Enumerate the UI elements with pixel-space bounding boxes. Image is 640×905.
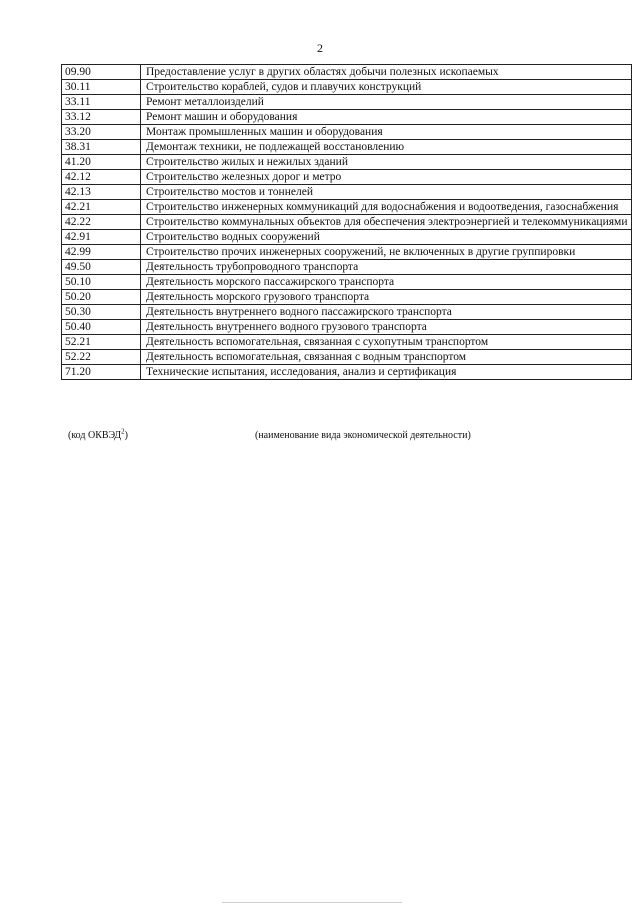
table-row xyxy=(62,275,632,290)
okved-footnote-mark: 2 xyxy=(121,427,125,436)
okved-code-caption-text: (код ОКВЭД xyxy=(68,430,122,441)
okved-code-cell: 41.20 xyxy=(62,155,141,170)
table-row xyxy=(62,200,632,215)
activity-name-cell: Строительство коммунальных объектов для обеспечения электроэнергией и телекоммуникациями xyxy=(141,215,632,230)
activity-name-cell: Монтаж промышленных машин и оборудования xyxy=(141,125,632,140)
activity-name-cell: Деятельность трубопроводного транспорта xyxy=(141,260,632,275)
okved-code-cell: 33.20 xyxy=(62,125,141,140)
page-number: 2 xyxy=(317,41,323,55)
table-row xyxy=(62,155,632,170)
okved-table xyxy=(61,64,632,380)
table-row xyxy=(62,365,632,380)
table-row xyxy=(62,320,632,335)
table-row xyxy=(62,110,632,125)
activity-name-cell: Деятельность вспомогательная, связанная с сухопутным транспортом xyxy=(141,335,632,350)
activity-name-cell: Строительство водных сооружений xyxy=(141,230,632,245)
okved-code-cell: 30.11 xyxy=(62,80,141,95)
activity-name-cell: Ремонт металлоизделий xyxy=(141,95,632,110)
activity-name-caption: (наименование вида экономической деятельности) xyxy=(255,430,471,441)
okved-code-cell: 71.20 xyxy=(62,365,141,380)
okved-code-cell: 42.99 xyxy=(62,245,141,260)
activity-name-cell: Деятельность вспомогательная, связанная с водным транспортом xyxy=(141,350,632,365)
activity-name-cell: Деятельность внутреннего водного грузового транспорта xyxy=(141,320,632,335)
activity-name-cell: Строительство прочих инженерных сооружений, не включенных в другие группировки xyxy=(141,245,632,260)
activity-name-cell: Демонтаж техники, не подлежащей восстановлению xyxy=(141,140,632,155)
activity-name-cell: Ремонт машин и оборудования xyxy=(141,110,632,125)
scan-edge-mark xyxy=(222,902,402,903)
activity-name-cell: Деятельность морского пассажирского транспорта xyxy=(141,275,632,290)
okved-code-cell: 52.21 xyxy=(62,335,141,350)
table-row xyxy=(62,95,632,110)
okved-code-cell: 09.90 xyxy=(62,65,141,80)
table-row xyxy=(62,230,632,245)
table-row xyxy=(62,80,632,95)
table-row xyxy=(62,140,632,155)
okved-code-cell: 52.22 xyxy=(62,350,141,365)
okved-code-cell: 42.91 xyxy=(62,230,141,245)
activity-name-cell: Строительство кораблей, судов и плавучих конструкций xyxy=(141,80,632,95)
okved-code-cell: 50.30 xyxy=(62,305,141,320)
okved-code-cell: 50.20 xyxy=(62,290,141,305)
activity-name-cell: Строительство железных дорог и метро xyxy=(141,170,632,185)
table-row xyxy=(62,335,632,350)
table-row xyxy=(62,260,632,275)
table-row xyxy=(62,215,632,230)
activity-name-cell: Строительство жилых и нежилых зданий xyxy=(141,155,632,170)
table-row xyxy=(62,170,632,185)
okved-code-cell: 50.10 xyxy=(62,275,141,290)
activity-name-cell: Предоставление услуг в других областях добычи полезных ископаемых xyxy=(141,65,632,80)
okved-code-caption xyxy=(68,427,128,441)
activity-name-cell: Технические испытания, исследования, анализ и сертификация xyxy=(141,365,632,380)
activity-name-cell: Строительство мостов и тоннелей xyxy=(141,185,632,200)
okved-code-cell: 33.11 xyxy=(62,95,141,110)
okved-code-cell: 50.40 xyxy=(62,320,141,335)
okved-code-cell: 42.22 xyxy=(62,215,141,230)
okved-code-cell: 42.12 xyxy=(62,170,141,185)
activity-name-cell: Деятельность морского грузового транспорта xyxy=(141,290,632,305)
table-row xyxy=(62,245,632,260)
okved-table-body xyxy=(62,65,632,380)
okved-code-cell: 42.13 xyxy=(62,185,141,200)
table-row xyxy=(62,290,632,305)
table-row xyxy=(62,65,632,80)
activity-name-cell: Деятельность внутреннего водного пассажирского транспорта xyxy=(141,305,632,320)
okved-code-cell: 42.21 xyxy=(62,200,141,215)
okved-code-cell: 49.50 xyxy=(62,260,141,275)
okved-code-caption-close: ) xyxy=(124,430,128,441)
table-row xyxy=(62,185,632,200)
activity-name-cell: Строительство инженерных коммуникаций для водоснабжения и водоотведения, газоснабжения xyxy=(141,200,632,215)
okved-code-cell: 38.31 xyxy=(62,140,141,155)
table-row xyxy=(62,350,632,365)
okved-code-cell: 33.12 xyxy=(62,110,141,125)
table-row xyxy=(62,125,632,140)
table-row xyxy=(62,305,632,320)
